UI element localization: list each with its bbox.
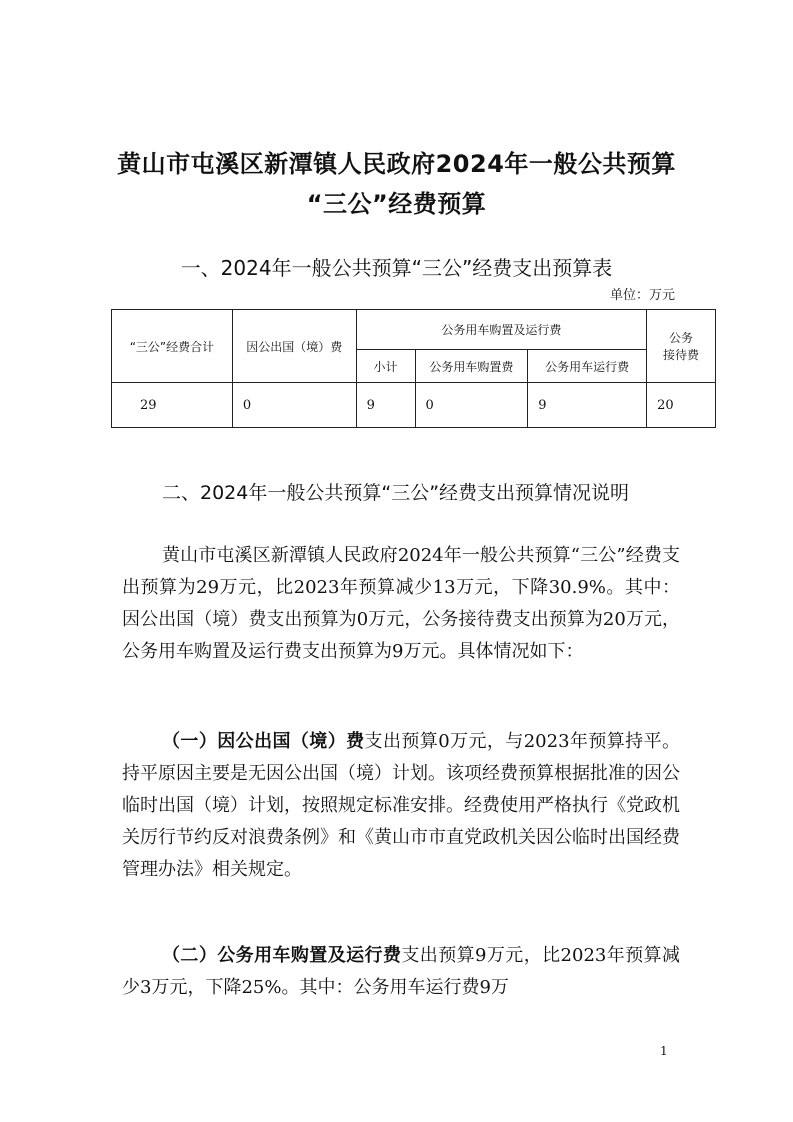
cell-purchase: 0	[415, 383, 528, 428]
paragraph-abroad-text: 支出预算0万元，与2023年预算持平。持平原因主要是无因公出国（境）计划。该项经费预算根据批准的因公临时出国（境）计划，按照规定标准安排。经费使用严格执行《党政机关厉行节约反对浪费条例》和《黄山市市直党政机关因公临时出国经费管理办法》相关规定。	[122, 731, 680, 880]
table-header-row	[112, 310, 716, 350]
header-reception-line-2: 接待费	[663, 348, 700, 362]
paragraph-summary: 黄山市屯溪区新潭镇人民政府2024年一般公共预算“三公”经费支出预算为29万元，比2023年预算减少13万元，下降30.9%。其中：因公出国（境）费支出预算为0万元，公务接待费支出预算为20万元，公务用车购置及运行费支出预算为9万元。具体情况如下：	[122, 545, 680, 662]
budget-table	[111, 309, 716, 428]
section-2-heading: 二、2024年一般公共预算“三公”经费支出预算情况说明	[162, 482, 630, 504]
cell-reception: 20	[647, 383, 716, 428]
header-reception	[647, 310, 716, 383]
page-number: 1	[660, 1044, 668, 1058]
document-title-line-1: 黄山市屯溪区新潭镇人民政府2024年一般公共预算	[117, 150, 676, 178]
paragraph-vehicle-heading: （二）公务用车购置及运行费	[162, 945, 402, 966]
section-1-heading: 一、2024年一般公共预算“三公”经费支出预算表	[180, 256, 613, 280]
paragraph-abroad	[122, 726, 680, 886]
header-subtotal: 小计	[356, 350, 415, 383]
cell-subtotal: 9	[356, 383, 415, 428]
document-title-line-2: “三公”经费预算	[306, 190, 487, 218]
paragraph-abroad-heading: （一）因公出国（境）费	[162, 731, 365, 752]
header-total: “三公”经费合计	[112, 310, 233, 383]
cell-total: 29	[112, 383, 233, 428]
paragraph-vehicle-text: 支出预算9万元，比2023年预算减少3万元，下降25%。其中：公务用车运行费9万	[122, 945, 681, 998]
paragraph-vehicle	[122, 940, 680, 1004]
cell-operation: 9	[528, 383, 647, 428]
header-abroad: 因公出国（境）费	[232, 310, 356, 383]
header-reception-line-1: 公务	[669, 331, 694, 345]
header-operation: 公务用车运行费	[528, 350, 647, 383]
table-row	[112, 383, 716, 428]
header-purchase: 公务用车购置费	[415, 350, 528, 383]
cell-abroad: 0	[232, 383, 356, 428]
header-vehicle: 公务用车购置及运行费	[356, 310, 646, 350]
unit-label: 单位：万元	[609, 288, 675, 303]
